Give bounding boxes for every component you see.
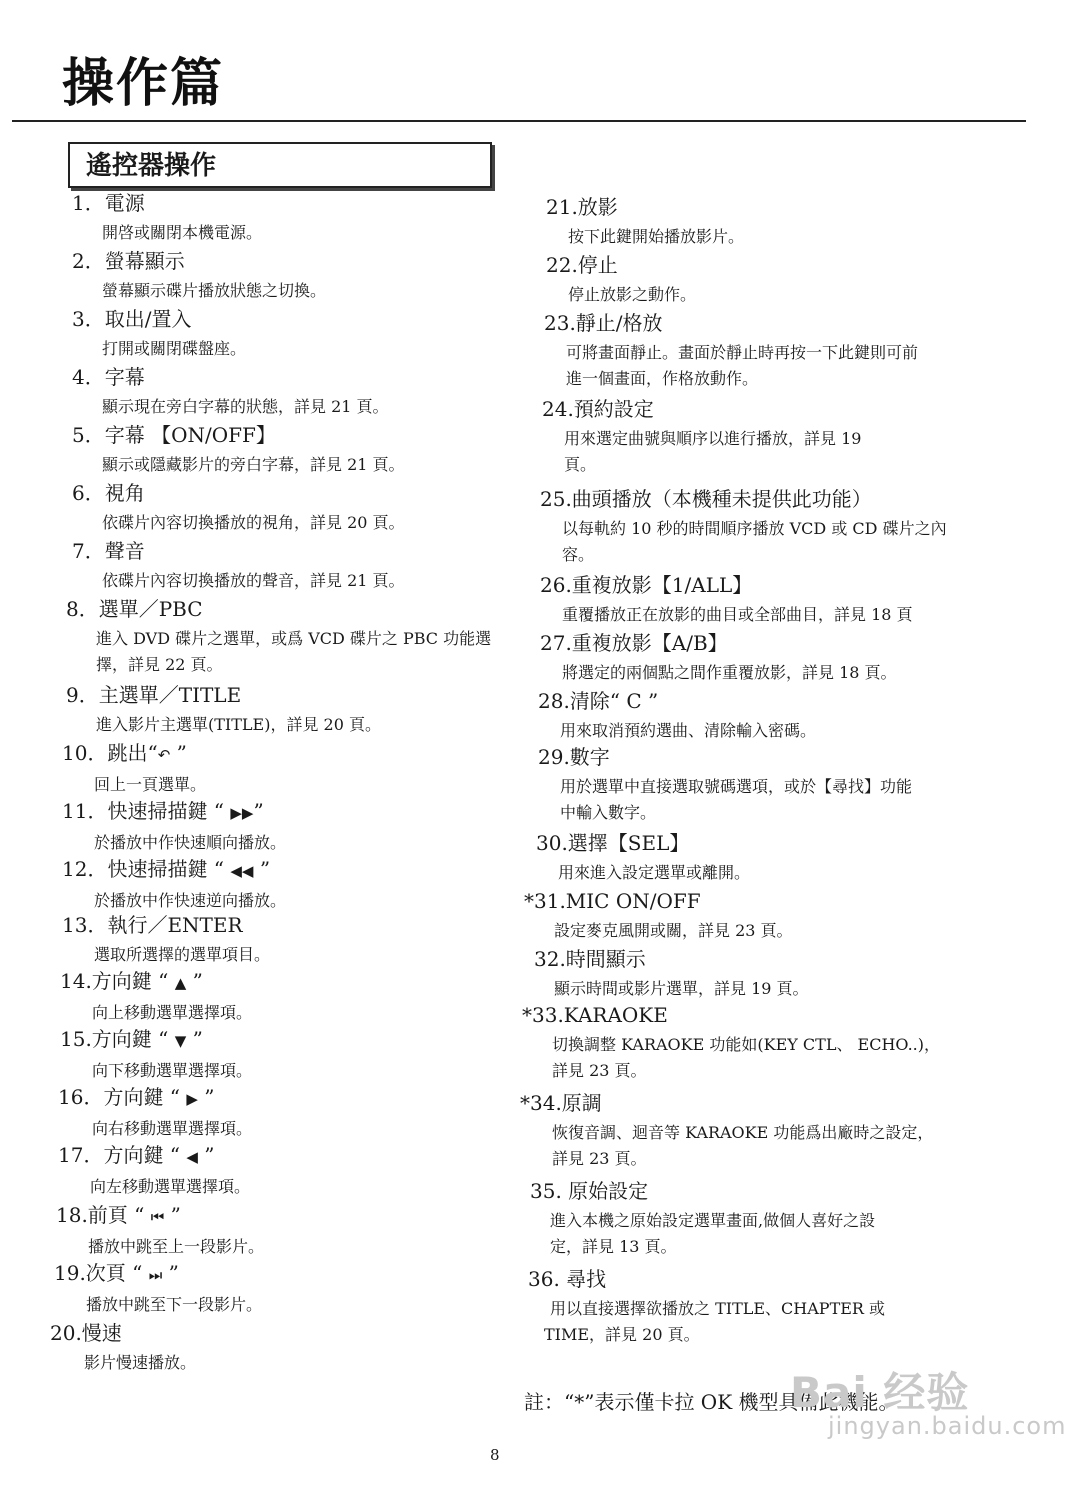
item-description: 重覆播放正在放影的曲目或全部曲目，詳見 18 頁 bbox=[562, 605, 913, 624]
list-item bbox=[520, 1090, 933, 1172]
item-description: 用來取消預約選曲、清除輸入密碼。 bbox=[560, 721, 817, 740]
item-description: 可將畫面靜止。畫面於靜止時再按一下此鍵則可前 bbox=[566, 343, 919, 362]
item-description-continued: 頁。 bbox=[564, 455, 597, 474]
item-heading: 4．字幕 bbox=[72, 365, 145, 389]
item-description-continued: 進一個畫面，作格放動作。 bbox=[566, 369, 759, 388]
list-item bbox=[522, 1002, 940, 1084]
watermark-url: jingyan.baidu.com bbox=[828, 1412, 1067, 1440]
list-item bbox=[542, 396, 861, 478]
page-number: 8 bbox=[490, 1446, 500, 1464]
item-heading: 20.慢速 bbox=[50, 1321, 122, 1345]
item-heading: 15.方向鍵 “ ▼ ” bbox=[60, 1027, 203, 1051]
item-description: 顯示或隱藏影片的旁白字幕，詳見 21 頁。 bbox=[102, 455, 405, 474]
item-description: 恢復音調、迴音等 KARAOKE 功能爲出廠時之設定， bbox=[552, 1123, 934, 1142]
item-description: 用來選定曲號與順序以進行播放，詳見 19 bbox=[564, 429, 862, 448]
list-item bbox=[534, 946, 809, 1002]
item-description: 進入本機之原始設定選單畫面,做個人喜好之設 bbox=[550, 1211, 876, 1230]
list-item bbox=[530, 1178, 875, 1260]
item-heading: 35. 原始設定 bbox=[530, 1179, 649, 1203]
list-item bbox=[58, 1084, 252, 1142]
item-description-continued: 中輸入數字。 bbox=[560, 803, 657, 822]
item-heading: 21.放影 bbox=[546, 195, 618, 219]
item-description: 停止放影之動作。 bbox=[568, 285, 697, 304]
item-heading: 25.曲頭播放（本機種未提供此功能） bbox=[540, 487, 872, 511]
item-description: 螢幕顯示碟片播放狀態之切換。 bbox=[102, 281, 327, 300]
item-description: 影片慢速播放。 bbox=[84, 1353, 197, 1372]
list-item bbox=[540, 486, 947, 568]
item-heading: 23.靜止/格放 bbox=[544, 311, 663, 335]
item-heading: 3．取出/置入 bbox=[72, 307, 192, 331]
list-item bbox=[72, 364, 389, 420]
item-description: 用以直接選擇欲播放之 TITLE、CHAPTER 或 bbox=[550, 1299, 886, 1318]
arrow-down-icon: ▼ bbox=[174, 1032, 187, 1050]
arrow-left-icon: ◀ bbox=[186, 1148, 198, 1166]
item-heading: *31.MIC ON/OFF bbox=[524, 889, 701, 913]
item-heading: 19.次頁 “ ⏭ ” bbox=[54, 1261, 179, 1285]
item-description: 進入 DVD 碟片之選單，或爲 VCD 碟片之 PBC 功能選 bbox=[96, 629, 492, 648]
list-item bbox=[528, 1266, 885, 1348]
item-description: 回上一頁選單。 bbox=[94, 775, 207, 794]
item-heading: 16．方向鍵 “ ▶ ” bbox=[58, 1085, 215, 1109]
item-heading: 30.選擇【SEL】 bbox=[536, 831, 690, 855]
item-description: 播放中跳至下一段影片。 bbox=[86, 1295, 263, 1314]
item-description: 用來進入設定選單或離開。 bbox=[558, 863, 751, 882]
item-description-continued: TIME，詳見 20 頁。 bbox=[544, 1325, 700, 1344]
list-item bbox=[60, 968, 252, 1026]
item-description: 播放中跳至上一段影片。 bbox=[88, 1237, 265, 1256]
list-item bbox=[72, 538, 405, 594]
item-heading: 28.清除“ C ” bbox=[538, 689, 659, 713]
item-heading: 36. 尋找 bbox=[528, 1267, 607, 1291]
list-item bbox=[62, 856, 286, 914]
item-description: 向右移動選單選擇項。 bbox=[92, 1119, 253, 1138]
item-heading: 14.方向鍵 “ ▲ ” bbox=[60, 969, 203, 993]
item-heading: 29.數字 bbox=[538, 745, 610, 769]
item-description-continued: 容。 bbox=[562, 545, 595, 564]
item-description: 開啓或關閉本機電源。 bbox=[102, 223, 263, 242]
list-item bbox=[60, 1026, 252, 1084]
item-heading: 17．方向鍵 “ ◀ ” bbox=[58, 1143, 215, 1167]
list-item bbox=[62, 798, 286, 856]
list-item bbox=[72, 306, 246, 362]
item-description-continued: 擇，詳見 22 頁。 bbox=[96, 655, 223, 674]
item-description: 顯示時間或影片選單，詳見 19 頁。 bbox=[554, 979, 809, 998]
list-item bbox=[524, 888, 793, 944]
item-description: 向左移動選單選擇項。 bbox=[90, 1177, 251, 1196]
item-description: 顯示現在旁白字幕的狀態，詳見 21 頁。 bbox=[102, 397, 389, 416]
item-heading: *33.KARAOKE bbox=[522, 1003, 668, 1027]
fast-forward-icon: ▶▶ bbox=[230, 804, 254, 822]
list-item bbox=[72, 422, 405, 478]
list-item bbox=[62, 740, 206, 798]
item-heading: 9．主選單／TITLE bbox=[66, 683, 242, 707]
item-heading: 22.停止 bbox=[546, 253, 618, 277]
item-heading: 13．執行／ENTER bbox=[62, 913, 243, 937]
section-title: 遙控器操作 bbox=[86, 151, 217, 181]
list-item bbox=[66, 682, 381, 738]
title-divider bbox=[12, 120, 1026, 122]
arrow-right-icon: ▶ bbox=[186, 1090, 198, 1108]
item-description: 打開或關閉碟盤座。 bbox=[102, 339, 247, 358]
list-item bbox=[72, 480, 405, 536]
item-heading: 27.重複放影【A/B】 bbox=[540, 631, 728, 655]
list-item bbox=[56, 1202, 264, 1260]
page-title: 操作篇 bbox=[62, 54, 225, 114]
return-arrow-icon: ↶ bbox=[157, 746, 171, 764]
item-description: 向下移動選單選擇項。 bbox=[92, 1061, 253, 1080]
item-description: 將選定的兩個點之間作重覆放影，詳見 18 頁。 bbox=[562, 663, 897, 682]
item-description: 按下此鍵開始播放影片。 bbox=[568, 227, 745, 246]
list-item bbox=[536, 830, 750, 886]
item-description-continued: 詳見 23 頁。 bbox=[552, 1061, 647, 1080]
list-item bbox=[58, 1142, 250, 1200]
list-item bbox=[540, 572, 913, 628]
skip-next-icon: ⏭ bbox=[148, 1266, 163, 1284]
item-description: 依碟片內容切換播放的視角，詳見 20 頁。 bbox=[102, 513, 405, 532]
item-description: 用於選單中直接選取號碼選項，或於【尋找】功能 bbox=[560, 777, 913, 796]
item-heading: 2．螢幕顯示 bbox=[72, 249, 185, 273]
section-header-box bbox=[68, 142, 492, 188]
watermark bbox=[790, 1360, 1067, 1460]
item-heading: 1．電源 bbox=[72, 191, 145, 215]
item-heading: 32.時間顯示 bbox=[534, 947, 646, 971]
item-description: 向上移動選單選擇項。 bbox=[92, 1003, 253, 1022]
item-heading: 11．快速掃描鍵 “ ▶▶” bbox=[62, 799, 264, 823]
item-description: 設定麥克風開或關，詳見 23 頁。 bbox=[554, 921, 793, 940]
item-description: 於播放中作快速逆向播放。 bbox=[94, 891, 287, 910]
list-item bbox=[544, 310, 918, 392]
item-heading: 6．視角 bbox=[72, 481, 145, 505]
list-item bbox=[62, 912, 270, 968]
item-description: 選取所選擇的選單項目。 bbox=[94, 945, 271, 964]
list-item bbox=[546, 252, 696, 308]
list-item bbox=[66, 596, 491, 678]
list-item bbox=[72, 248, 326, 304]
item-heading: 10．跳出“↶ ” bbox=[62, 741, 187, 765]
item-description-continued: 詳見 23 頁。 bbox=[552, 1149, 647, 1168]
item-description-continued: 定，詳見 13 頁。 bbox=[550, 1237, 677, 1256]
list-item bbox=[538, 744, 912, 826]
list-item bbox=[50, 1320, 196, 1376]
item-heading: 26.重複放影【1/ALL】 bbox=[540, 573, 753, 597]
watermark-logo: Bai 经验 bbox=[790, 1368, 970, 1417]
item-heading: 8．選單／PBC bbox=[66, 597, 203, 621]
list-item bbox=[546, 194, 744, 250]
item-description: 依碟片內容切換播放的聲音，詳見 21 頁。 bbox=[102, 571, 405, 590]
list-item bbox=[540, 630, 897, 686]
item-description: 於播放中作快速順向播放。 bbox=[94, 833, 287, 852]
item-heading: 12．快速掃描鍵 “ ◀◀ ” bbox=[62, 857, 271, 881]
footnote: 註：“*”表示僅卡拉 OK 機型具備此機能。 bbox=[524, 1390, 899, 1414]
list-item bbox=[72, 190, 262, 246]
item-heading: *34.原調 bbox=[520, 1091, 602, 1115]
item-description: 進入影片主選單(TITLE)，詳見 20 頁。 bbox=[96, 715, 381, 734]
item-heading: 5．字幕 【ON/OFF】 bbox=[72, 423, 276, 447]
arrow-up-icon: ▲ bbox=[174, 974, 187, 992]
item-description: 以每軌約 10 秒的時間順序播放 VCD 或 CD 碟片之內 bbox=[562, 519, 947, 538]
item-heading: 24.預約設定 bbox=[542, 397, 654, 421]
item-heading: 18.前頁 “ ⏮ ” bbox=[56, 1203, 181, 1227]
fast-reverse-icon: ◀◀ bbox=[230, 862, 254, 880]
item-heading: 7．聲音 bbox=[72, 539, 145, 563]
item-description: 切換調整 KARAOKE 功能如(KEY CTL、 ECHO..)， bbox=[552, 1035, 941, 1054]
list-item bbox=[54, 1260, 262, 1318]
skip-previous-icon: ⏮ bbox=[150, 1208, 165, 1226]
list-item bbox=[538, 688, 816, 744]
